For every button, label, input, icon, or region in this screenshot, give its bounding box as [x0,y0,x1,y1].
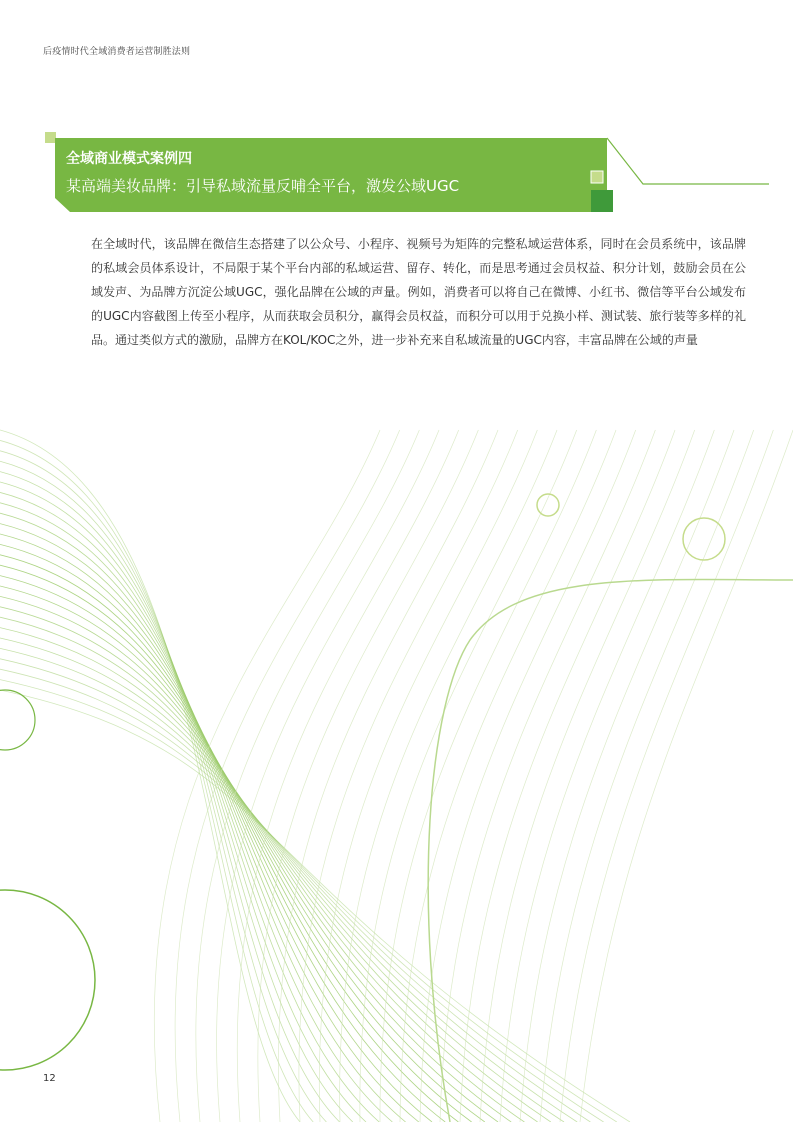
wave-lines [0,430,793,1122]
wave-line [0,513,406,1122]
page-number: 12 [43,1073,56,1084]
wave-line [0,524,419,1122]
wave-line [154,430,380,1122]
running-header: 后疫情时代全域消费者运营制胜法则 [43,47,191,57]
wave-line [0,534,432,1122]
wave-line [0,565,472,1122]
medium-circle [683,518,725,560]
wave-line [0,492,379,1122]
wave-line [0,461,340,1122]
section-subtitle: 某高端美妆品牌：引导私域流量反哺全平台，激发公域UGC [66,177,460,195]
wave-line [580,430,793,1122]
wave-line [460,430,675,1122]
wave-line [380,430,596,1122]
wave-line [0,482,366,1122]
swoosh-curve [428,580,793,1122]
body-paragraph: 在全域时代，该品牌在微信生态搭建了以公众号、小程序、视频号为矩阵的完整私域运营体系，同时在会员系统中，该品牌的私域会员体系设计，不局限于某个平台内部的私域运营、留存、转化，而是思考通过会员权益、积分计划，鼓励会员在公域发声、为品牌方沉淀公域UGC，强化品牌在公域的声量。例如，消费者可以将自己在微博、小红书、微信等平台公域发布的UGC内容截图上传至小程序，从而获取会员积分，赢得会员权益，而积分可以用于兑换小样、测试装、旅行装等多样的礼品。通过类似方式的激励，品牌方在KOL/KOC之外，进一步补充来自私域流量的UGC内容，丰富品牌在公域的声量 [91,237,746,347]
wave-line [0,586,498,1122]
wave-line [520,430,734,1122]
banner-small-square [591,171,603,183]
left-edge-arc [0,690,35,750]
wave-line [258,430,478,1122]
wave-line [440,430,655,1122]
large-left-circle [0,890,95,1070]
wave-line [0,680,617,1122]
banner-trail-line [607,138,769,184]
banner-corner-square [45,132,56,143]
banner-dark-square [591,190,613,212]
wave-line [500,430,714,1122]
wave-line [480,430,695,1122]
wave-line [0,440,313,1122]
section-title: 全域商业模式案例四 [66,151,192,167]
wave-line [400,430,616,1122]
wave-line [0,430,300,1122]
decorative-wave-pattern [0,400,793,1122]
